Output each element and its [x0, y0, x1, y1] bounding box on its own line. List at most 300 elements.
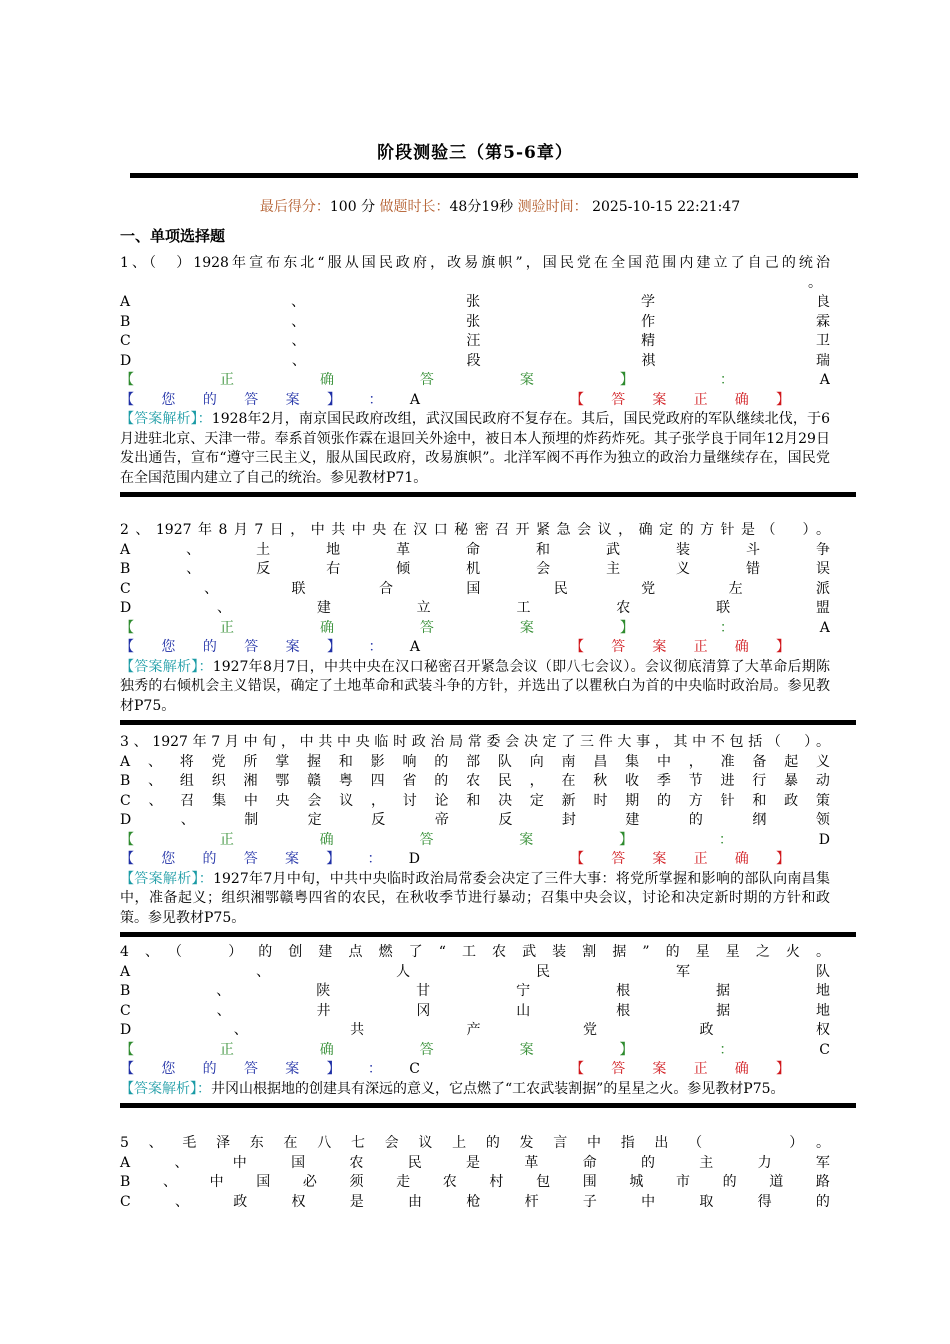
option-char: 节 [688, 773, 703, 789]
correct-answer-char: 【 [120, 1041, 134, 1058]
option-char: 建 [625, 812, 640, 828]
option-char: 国 [256, 1174, 271, 1190]
option-char: 由 [408, 1193, 423, 1210]
option-char: 定 [307, 812, 322, 828]
your-answer [120, 638, 420, 658]
question-divider [120, 492, 856, 497]
option-char: 装 [676, 541, 690, 558]
option-char: 期 [625, 792, 640, 809]
option-char: 农 [616, 600, 631, 616]
option-char: 建 [316, 600, 331, 616]
option-char: 工 [516, 600, 531, 616]
option-char: C [120, 333, 131, 349]
your-answer-char: ： [367, 851, 382, 867]
your-answer-value: D [408, 851, 420, 867]
option-char: 暴 [784, 773, 799, 789]
option-char: 定 [529, 792, 544, 809]
option-char: 农 [442, 1174, 457, 1190]
explanation-text: 1928年2月，南京国民政府改组，武汉国民政府不复存在。其后，国民党政府的军队继续北伐，于6 月进驻北京、天津一带。奉系首领张作霖在退回关外途中，被日本人预埋的炸药炸死。其子张学良于同年12月29日发出通告，宣布“遵守三民主义，服从国民政府，改易旗帜”。北洋军阀不再作为独立的政治力量继续存在，国民党在全国范围内建立了自己的统治。参见教材P71。 [120, 411, 830, 486]
your-answer-char: 您 [161, 639, 176, 655]
option-char: 汪 [466, 333, 481, 349]
answer-correct-mark-char: 案 [652, 391, 667, 408]
option-char: 国 [291, 1154, 306, 1171]
answer-correct-mark-char: 】 [775, 1061, 790, 1077]
answer-correct-mark-char: 案 [652, 851, 667, 867]
option-char: 良 [816, 294, 830, 310]
option-char: 的 [434, 753, 449, 770]
option-char: 杆 [524, 1193, 539, 1210]
your-answer [120, 850, 420, 870]
option-char: 地 [815, 983, 830, 999]
your-answer-char: 您 [161, 1061, 176, 1077]
option-char: 纲 [752, 812, 767, 828]
option-char: 、 [174, 1193, 189, 1210]
option-char: 召 [180, 792, 195, 809]
option-char: 的 [722, 1174, 737, 1190]
option-char: 党 [641, 580, 656, 597]
option-char: 权 [815, 1022, 830, 1038]
option-char: 部 [466, 753, 481, 770]
your-answer-char: 的 [202, 391, 217, 408]
option-char: 民 [536, 963, 551, 980]
duration-value: 48分19秒 [449, 199, 514, 215]
option-char: 湘 [243, 773, 258, 789]
option-char: 、 [256, 963, 271, 980]
option-char: 策 [815, 792, 830, 809]
option-char: 地 [815, 1002, 830, 1019]
option-char: ， [529, 773, 544, 789]
option-char: 、 [148, 773, 163, 789]
option-char: 新 [561, 792, 576, 809]
option-char: 握 [307, 753, 321, 770]
answer-explanation [120, 1080, 830, 1100]
answer-correct-mark-char: 【 [570, 639, 584, 655]
option-char: 联 [716, 600, 731, 616]
option-char: 进 [720, 773, 735, 789]
answer-correct-mark-char: 答 [611, 851, 626, 867]
correct-answer [120, 1041, 830, 1061]
option-char: 学 [641, 294, 656, 310]
question-text: 4、（ ）的创建点燃了“工农武装割据”的星星之火。 [120, 944, 830, 960]
option-char: 是 [466, 1154, 480, 1171]
correct-answer-char: 案 [519, 1041, 534, 1058]
your-answer-char: 【 [120, 1061, 134, 1077]
option-char: 的 [434, 773, 449, 789]
option-char: 将 [179, 753, 194, 770]
option-char: 包 [536, 1174, 551, 1190]
correct-answer-char: 】 [619, 831, 634, 848]
answer-correct-mark-char: 答 [611, 1061, 626, 1077]
option-char: 右 [326, 561, 341, 577]
explanation-text: 1927年7月中旬，中共中央临时政治局常委会决定了三件大事：将党所掌握和影响的部队向南昌集中，准备起义；组织湘鄂赣粤四省的农民，在秋收季节进行暴动；召集中央会议，讨论和决定新时期的方针和政策。参见教材P75。 [120, 870, 830, 926]
option-b [120, 772, 830, 792]
option-char: 、 [148, 792, 163, 809]
option-char: 错 [746, 561, 761, 577]
question-divider [120, 720, 856, 725]
option-a [120, 1154, 830, 1174]
question-text: 2、1927年8月7日，中共中央在汉口秘密召开紧急会议，确定的方针是（ ）。 [120, 522, 830, 538]
option-char: 、 [291, 352, 306, 369]
option-char: 组 [179, 773, 194, 789]
explanation-label: 【答案解析】： [120, 1080, 211, 1097]
correct-answer-char: 确 [319, 372, 334, 388]
explanation-label: 【答案解析】： [120, 411, 212, 427]
option-char: 和 [536, 541, 551, 558]
your-answer-char: 答 [243, 1061, 258, 1077]
option-char: 井 [316, 1002, 331, 1019]
option-char: 人 [396, 963, 411, 980]
option-char: 中 [656, 753, 671, 770]
option-char: 响 [402, 753, 417, 770]
option-char: D [120, 600, 132, 616]
option-char: B [120, 313, 131, 330]
question-divider [120, 1103, 856, 1108]
question-text: 3、1927年7月中旬，中共中央临时政治局常委会决定了三件大事，其中不包括（ ）。 [120, 734, 830, 750]
correct-answer-char: 【 [120, 372, 134, 388]
option-char: 枪 [466, 1193, 481, 1210]
option-char: 卫 [815, 333, 830, 349]
option-char: 所 [243, 753, 258, 770]
your-answer-row [120, 1060, 830, 1080]
option-char: D [120, 812, 132, 828]
option-char: 领 [815, 812, 830, 828]
correct-answer-char: 确 [319, 619, 334, 636]
your-answer-char: 【 [120, 391, 134, 408]
option-char: 革 [396, 541, 411, 558]
option-char: 和 [752, 792, 767, 809]
option-char: 段 [466, 352, 481, 369]
option-char: 省 [402, 773, 417, 789]
option-char: 误 [815, 561, 830, 577]
answer-correct-mark-char: 答 [611, 639, 626, 655]
option-char: 在 [561, 773, 576, 789]
correct-answer-char: 答 [419, 619, 434, 636]
option-char: B [120, 983, 131, 999]
option-char: B [120, 1174, 131, 1190]
option-c [120, 332, 830, 352]
option-char: 路 [815, 1174, 830, 1190]
correct-answer-char: 确 [319, 831, 334, 848]
option-char: 霖 [815, 313, 830, 330]
option-char: 义 [816, 753, 830, 770]
your-answer-char: ： [368, 391, 383, 408]
option-char: 鄂 [275, 773, 290, 789]
option-char: 张 [466, 294, 481, 310]
correct-answer-char: 】 [619, 619, 634, 636]
option-char: 左 [728, 580, 743, 597]
answer-correct-mark-char: 确 [734, 639, 749, 655]
option-char: 制 [244, 812, 259, 828]
correct-answer-char: ： [718, 831, 733, 848]
time-value: 2025-10-15 22:21:47 [592, 199, 741, 215]
option-c [120, 792, 830, 812]
question-block [120, 1134, 830, 1212]
option-char: 合 [378, 580, 393, 597]
option-char: 命 [466, 541, 481, 558]
option-char: 的 [657, 792, 671, 809]
option-char: 准 [720, 753, 735, 770]
option-char: 命 [582, 1154, 597, 1171]
answer-correct-mark-char: 确 [734, 391, 749, 408]
option-d [120, 352, 830, 372]
correct-answer-char: 【 [120, 619, 134, 636]
answer-correct-mark [570, 850, 790, 870]
option-char: 力 [757, 1154, 772, 1171]
correct-answer-value: D [818, 831, 830, 848]
option-char: 立 [416, 600, 431, 616]
answer-correct-mark-char: 确 [734, 1061, 749, 1077]
option-b [120, 560, 830, 580]
option-char: 、 [174, 1154, 189, 1171]
correct-answer-char: 正 [219, 372, 234, 388]
correct-answer-char: 答 [419, 831, 434, 848]
option-char: 陕 [316, 983, 331, 999]
option-char: 影 [370, 753, 385, 770]
option-char: 据 [716, 983, 731, 999]
option-char: 革 [524, 1154, 539, 1171]
correct-answer-char: 】 [619, 1041, 634, 1058]
your-answer-char: 的 [202, 1061, 217, 1077]
correct-answer-char: 答 [419, 1041, 434, 1058]
option-char: 中 [209, 1174, 224, 1190]
answer-explanation [120, 658, 830, 717]
option-char: 集 [212, 792, 227, 809]
option-char: 山 [516, 1002, 531, 1019]
option-char: 中 [641, 1193, 656, 1210]
option-char: 取 [699, 1193, 714, 1210]
question-text-end: 。 [808, 274, 822, 291]
option-char: 、 [216, 1002, 231, 1019]
option-char: 道 [769, 1174, 784, 1190]
option-char: 央 [275, 792, 290, 809]
option-char: 派 [815, 580, 830, 597]
option-char: 是 [349, 1193, 364, 1210]
option-char: 争 [815, 541, 830, 558]
option-c [120, 1193, 830, 1213]
answer-correct-mark [570, 638, 790, 658]
your-answer-char: 案 [285, 1061, 300, 1077]
option-char: 队 [815, 963, 830, 980]
option-char: 、 [180, 812, 195, 828]
option-char: 联 [291, 580, 306, 597]
your-answer-row [120, 391, 830, 411]
answer-correct-mark-char: 】 [775, 391, 790, 408]
option-char: 会 [536, 561, 551, 577]
your-answer-char: 】 [326, 851, 341, 867]
question-text: 5、毛泽东在八七会议上的发言中指出（ ）。 [120, 1135, 830, 1151]
option-c [120, 580, 830, 600]
option-char: 盟 [815, 600, 830, 616]
option-char: 政 [699, 1022, 714, 1038]
option-char: 论 [434, 792, 449, 809]
option-char: 宁 [516, 983, 531, 999]
your-answer-char: 案 [285, 639, 300, 655]
option-char: 城 [629, 1174, 644, 1190]
correct-answer-char: ： [719, 1041, 734, 1058]
option-char: 须 [349, 1174, 364, 1190]
question-block [120, 733, 830, 937]
option-char: 共 [350, 1022, 365, 1038]
score-label: 最后得分： [259, 199, 330, 215]
question-text: 1、（ ）1928年宣布东北“服从国民政府，改易旗帜”，国民党在全国范围内建立了自己的统治 [120, 255, 830, 271]
option-char: 起 [784, 753, 799, 770]
correct-answer [120, 619, 830, 639]
option-char: 南 [561, 753, 576, 770]
your-answer-char: 答 [243, 851, 258, 867]
answer-correct-mark-char: 【 [570, 391, 584, 408]
option-char: 反 [498, 812, 513, 828]
option-char: 地 [326, 541, 341, 558]
title-divider [130, 173, 858, 178]
your-answer-char: 的 [202, 851, 217, 867]
option-a [120, 293, 830, 313]
option-char: 军 [676, 963, 690, 980]
option-char: 精 [641, 333, 656, 349]
option-char: 武 [606, 541, 621, 558]
option-char: 冈 [416, 1002, 431, 1019]
answer-correct-mark-char: 正 [693, 639, 708, 655]
answer-correct-mark [570, 1060, 790, 1080]
answer-correct-mark-char: 案 [652, 639, 667, 655]
option-char: 国 [466, 580, 481, 597]
answer-correct-mark-char: 正 [693, 391, 708, 408]
your-answer-char: 的 [202, 639, 217, 655]
option-char: 收 [625, 773, 640, 789]
your-answer-char: 案 [285, 851, 299, 867]
correct-answer [120, 831, 830, 851]
option-char: 中 [243, 792, 258, 809]
option-d [120, 599, 830, 619]
explanation-text: 1927年8月7日，中共中央在汉口秘密召开紧急会议（即八七会议）。会议彻底清算了大革命后期陈独秀的右倾机会主义错误，确定了土地革命和武装斗争的方针，并选出了以瞿秋白为首的中央临时政治局。参见教材P75。 [120, 658, 830, 714]
option-char: 、 [291, 333, 306, 349]
correct-answer-value: A [819, 619, 830, 636]
correct-answer-value: A [819, 372, 830, 388]
option-char: 张 [466, 313, 481, 330]
question-block [120, 521, 830, 725]
option-char: 昌 [593, 753, 608, 770]
option-a [120, 963, 830, 983]
answer-correct-mark-char: 案 [652, 1061, 667, 1077]
option-char: 主 [606, 561, 621, 577]
option-char: 的 [815, 1193, 830, 1210]
option-char: 动 [815, 773, 830, 789]
option-char: 瑞 [815, 352, 830, 369]
your-answer-value: C [409, 1061, 420, 1077]
option-char: A [120, 963, 131, 980]
your-answer-char: 您 [161, 851, 176, 867]
option-char: C [120, 1193, 131, 1210]
option-char: 决 [498, 792, 513, 809]
option-char: 、 [233, 1022, 248, 1038]
duration-label: 做题时长： [379, 199, 450, 215]
option-char: 党 [583, 1022, 598, 1038]
option-char: 赣 [307, 773, 322, 789]
option-char: 民 [497, 773, 512, 789]
your-answer-row [120, 850, 830, 870]
option-char: ， [370, 792, 385, 809]
option-char: 议 [339, 792, 354, 809]
your-answer-char: 答 [244, 391, 259, 408]
option-char: 方 [688, 792, 703, 809]
correct-answer-char: 案 [519, 372, 534, 388]
option-char: 的 [640, 1154, 655, 1171]
option-char: 子 [582, 1193, 597, 1210]
option-char: 产 [466, 1022, 481, 1038]
your-answer-char: 】 [327, 639, 342, 655]
option-char: 季 [656, 773, 671, 789]
option-char: 村 [489, 1174, 504, 1190]
option-char: 粤 [338, 773, 353, 789]
your-answer-value: A [409, 391, 420, 408]
option-c [120, 1002, 830, 1022]
option-char: 主 [699, 1154, 714, 1171]
your-answer-row [120, 638, 830, 658]
correct-answer-char: 案 [519, 619, 534, 636]
option-d [120, 1021, 830, 1041]
correct-answer-char: 答 [419, 372, 434, 388]
correct-answer-char: ： [719, 619, 734, 636]
answer-correct-mark-char: 正 [693, 1061, 708, 1077]
option-char: 农 [349, 1154, 364, 1171]
option-char: C [120, 792, 131, 809]
option-char: 军 [815, 1154, 830, 1171]
option-char: 行 [752, 773, 767, 789]
option-char: 、 [147, 753, 162, 770]
option-char: 集 [625, 753, 640, 770]
option-char: 土 [256, 541, 271, 558]
option-char: 秋 [593, 773, 608, 789]
quiz-meta [120, 196, 880, 216]
your-answer-char: 】 [327, 391, 342, 408]
option-char: C [120, 580, 131, 597]
explanation-label: 【答案解析】： [120, 658, 213, 675]
your-answer-char: 【 [120, 851, 134, 867]
correct-answer-char: 案 [519, 831, 534, 848]
your-answer-char: ： [368, 639, 383, 655]
option-char: 市 [675, 1174, 690, 1190]
question-block [120, 943, 830, 1108]
correct-answer-char: ： [719, 372, 734, 388]
your-answer [120, 1060, 420, 1080]
option-char: 祺 [641, 352, 656, 369]
option-char: 政 [784, 792, 799, 809]
option-char: 政 [233, 1193, 248, 1210]
option-char: 甘 [416, 983, 431, 999]
option-char: 农 [466, 773, 481, 789]
option-a [120, 753, 830, 773]
option-char: 中 [232, 1154, 247, 1171]
option-char: 倾 [396, 561, 411, 577]
option-b [120, 1173, 830, 1193]
option-char: 根 [616, 1002, 631, 1019]
score-value: 100 分 [329, 199, 376, 215]
option-char: 、 [217, 600, 232, 616]
option-char: 织 [211, 773, 226, 789]
option-char: 四 [370, 773, 385, 789]
question-block [120, 254, 830, 497]
correct-answer-char: 【 [120, 831, 134, 848]
option-char: 得 [757, 1193, 772, 1210]
option-char: A [120, 753, 131, 770]
correct-answer-char: 正 [219, 1041, 234, 1058]
option-char: 斗 [745, 541, 760, 558]
explanation-text: 井冈山根据地的创建具有深远的意义，它点燃了“工农武装割据”的星星之火。参见教材P75。 [211, 1080, 785, 1097]
page-title: 阶段测验三（第5-6章） [377, 143, 573, 163]
option-char: A [120, 294, 131, 310]
option-char: 队 [497, 753, 512, 770]
answer-correct-mark-char: 】 [775, 851, 790, 867]
answer-correct-mark-char: 答 [611, 391, 626, 408]
